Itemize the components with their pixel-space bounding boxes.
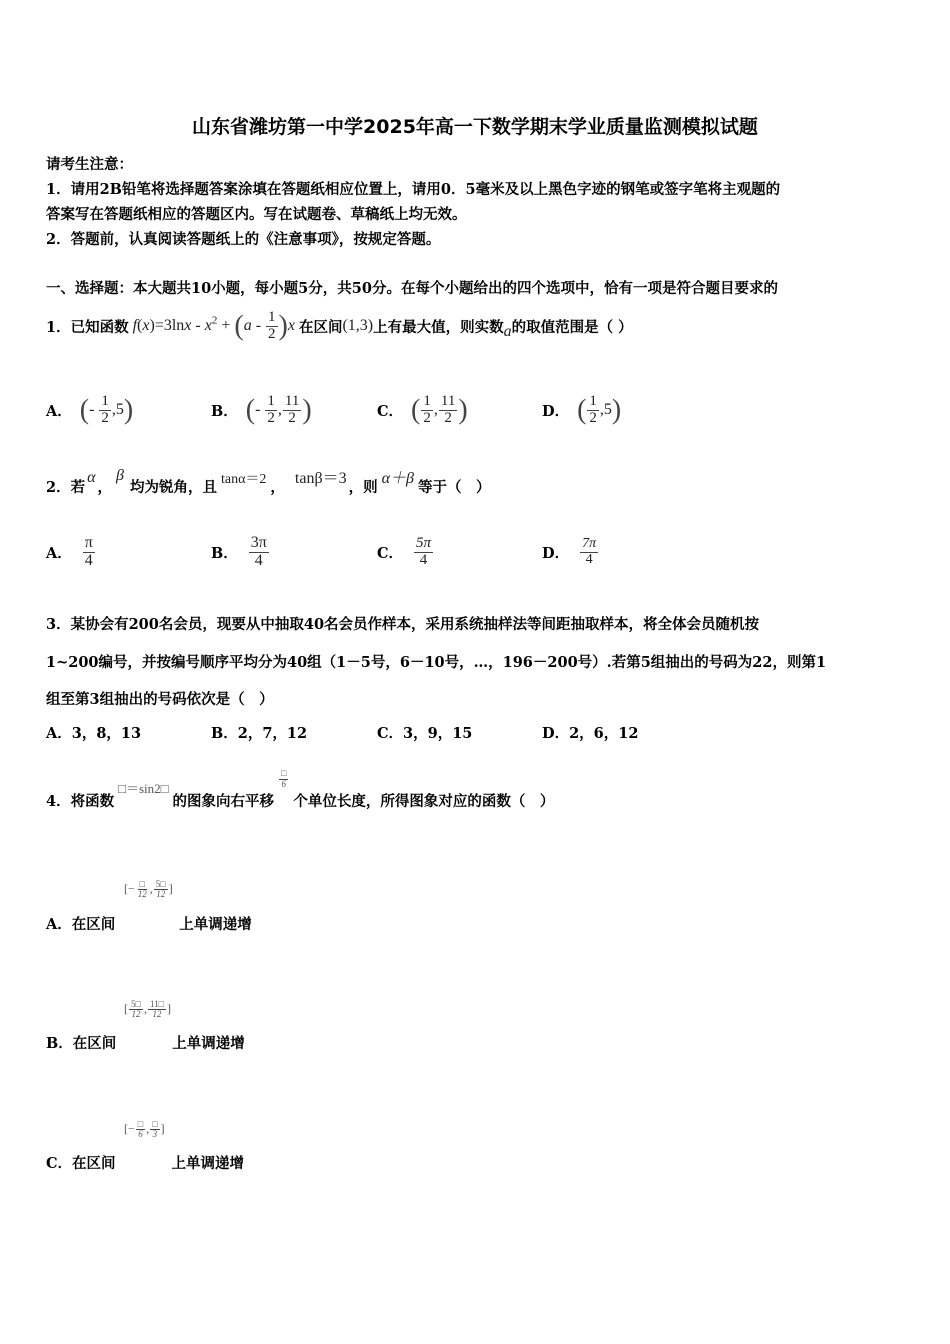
- q4-option-c[interactable]: [46, 1152, 244, 1173]
- question-2: [46, 466, 491, 506]
- q3-line-2: 1~200编号，并按编号顺序平均分为40组（1－5号，6－10号，…，196－200号）.若第5组抽出的号码为22，则第1: [46, 654, 827, 671]
- q1-interval: (1,3): [342, 317, 374, 334]
- notice-line-2: 2．答题前，认真阅读答题纸上的《注意事项》，按规定答题。: [46, 231, 441, 248]
- q3-option-d[interactable]: D．2，6，12: [542, 725, 639, 742]
- q2-sum: α＋β: [381, 469, 414, 487]
- q4-function: □＝sin2□: [118, 781, 169, 796]
- notice-line-1: 1．请用2B铅笔将选择题答案涂填在答题纸相应位置上，请用0．5毫米及以上黑色字迹的钢笔或签字笔将主观题的: [46, 181, 781, 198]
- q2-option-a-label: A．: [46, 544, 72, 562]
- q2-option-c[interactable]: [377, 528, 434, 576]
- q1-option-c-math: ( $\frac{1}{2}$ , $\frac{11}{2}$ ): [411, 392, 468, 426]
- q2-comma: ，: [97, 478, 112, 496]
- q1-option-b-math: (- $\frac{1}{2}$ , $\frac{11}{2}$ ): [245, 392, 312, 426]
- q1-option-c[interactable]: [377, 386, 468, 434]
- q4-option-b-label: B．在区间: [46, 1035, 117, 1052]
- q1-option-d-math: ( $\frac{1}{2}$ ,5): [577, 392, 622, 426]
- q2-option-d-label: D．: [542, 544, 570, 562]
- q1-option-a-label: A．: [46, 402, 72, 420]
- question-4: [46, 761, 554, 811]
- q2-option-a[interactable]: [46, 528, 96, 576]
- q2-beta: β: [116, 467, 124, 484]
- q1-option-d[interactable]: [542, 386, 621, 434]
- q4-option-b-tail: 上单调递增: [172, 1035, 245, 1052]
- q1-option-b[interactable]: [211, 386, 312, 434]
- q4-option-b[interactable]: [46, 1032, 245, 1053]
- q1-mid: 在区间: [298, 318, 343, 336]
- q3-option-a[interactable]: A．3，8，13: [46, 725, 142, 742]
- q2-option-b-label: B．: [211, 544, 238, 562]
- q2-tan-alpha: tanα＝2: [220, 472, 267, 487]
- q2-tan-beta: tanβ＝3: [294, 469, 347, 487]
- q2-mid: 均为锐角，且: [129, 478, 217, 496]
- q4-option-c-tail: 上单调递增: [171, 1155, 245, 1172]
- q4-option-a-label: A．在区间: [46, 916, 116, 933]
- q4-mid: 的图象向右平移: [172, 793, 274, 810]
- notice-line-1b: 答案写在答题纸相应的答题区内。写在试题卷、草稿纸上均无效。: [46, 206, 467, 223]
- q4-option-c-interval: [− $\frac{□}{6}$ , $\frac{□}{3}$ ]: [124, 1119, 165, 1140]
- notice-heading: 请考生注意：: [46, 156, 133, 173]
- q1-option-a[interactable]: [46, 386, 133, 434]
- q4-suffix: 个单位长度，所得图象对应的函数（ ）: [293, 793, 555, 810]
- q1-variable: a: [503, 323, 512, 340]
- q1-function-formula: $f(x)=3\ln x - x^2 + (a$ - $\frac{1}{2}$ )x: [132, 308, 295, 342]
- q3-line-1: 3．某协会有200名会员，现要从中抽取40名会员作样本，采用系统抽样法等间距抽取样本，将全体会员随机按: [46, 616, 760, 633]
- q2-option-b-math: $\frac{3\pi}{4}$: [250, 533, 267, 569]
- q4-option-b-interval: [ $\frac{5□}{12}$ , $\frac{11□}{12}$ ]: [124, 999, 172, 1020]
- q2-option-a-math: $\frac{\pi}{4}$: [84, 533, 93, 569]
- q3-option-c[interactable]: C．3，9，15: [377, 725, 473, 742]
- page-title: 山东省潍坊第一中学2025年高一下数学期末学业质量监测模拟试题: [192, 116, 758, 138]
- q1-option-d-label: D．: [542, 402, 570, 420]
- q1-option-c-label: C．: [377, 402, 404, 420]
- q4-option-a-interval: [− $\frac{□}{12}$ , $\frac{5□}{12}$ ]: [124, 879, 173, 900]
- q1-option-a-math: (- $\frac{1}{2}$ ,5): [79, 392, 134, 426]
- q3-option-b[interactable]: B．2，7，12: [211, 725, 308, 742]
- q2-option-b[interactable]: [211, 528, 270, 576]
- q2-alpha: α: [87, 469, 96, 486]
- q3-line-3: 组至第3组抽出的号码依次是（ ）: [46, 691, 274, 708]
- q2-comma-2: ，: [270, 478, 285, 496]
- q4-function-text: ＝sin2: [125, 781, 161, 796]
- q2-option-d[interactable]: [542, 528, 599, 576]
- q2-option-d-math: $\frac{7\pi}{4}$: [582, 535, 597, 567]
- q4-option-a-tail: 上单调递增: [179, 916, 252, 933]
- q1-prefix: 1．已知函数: [46, 318, 129, 336]
- q2-option-c-math: $\frac{5\pi}{4}$: [416, 534, 432, 568]
- q1-suffix: 的取值范围是（ ）: [511, 318, 633, 336]
- q4-shift-fraction: $\frac{□}{6}$: [280, 768, 287, 789]
- q4-option-a[interactable]: [46, 913, 252, 934]
- q1-option-b-label: B．: [211, 402, 238, 420]
- question-1: [46, 306, 633, 346]
- q2-prefix: 2．若: [46, 478, 86, 496]
- q4-prefix: 4．将函数: [46, 793, 115, 810]
- q4-option-c-label: C．在区间: [46, 1155, 116, 1172]
- q2-option-c-label: C．: [377, 544, 404, 562]
- q1-mid2: 上有最大值，则实数: [373, 318, 504, 336]
- section-heading: 一、选择题：本大题共10小题，每小题5分，共50分。在每个小题给出的四个选项中，恰有一项是符合题目要求的: [46, 280, 778, 297]
- q2-suffix: 等于（ ）: [418, 478, 491, 496]
- q2-then: ，则: [348, 478, 378, 496]
